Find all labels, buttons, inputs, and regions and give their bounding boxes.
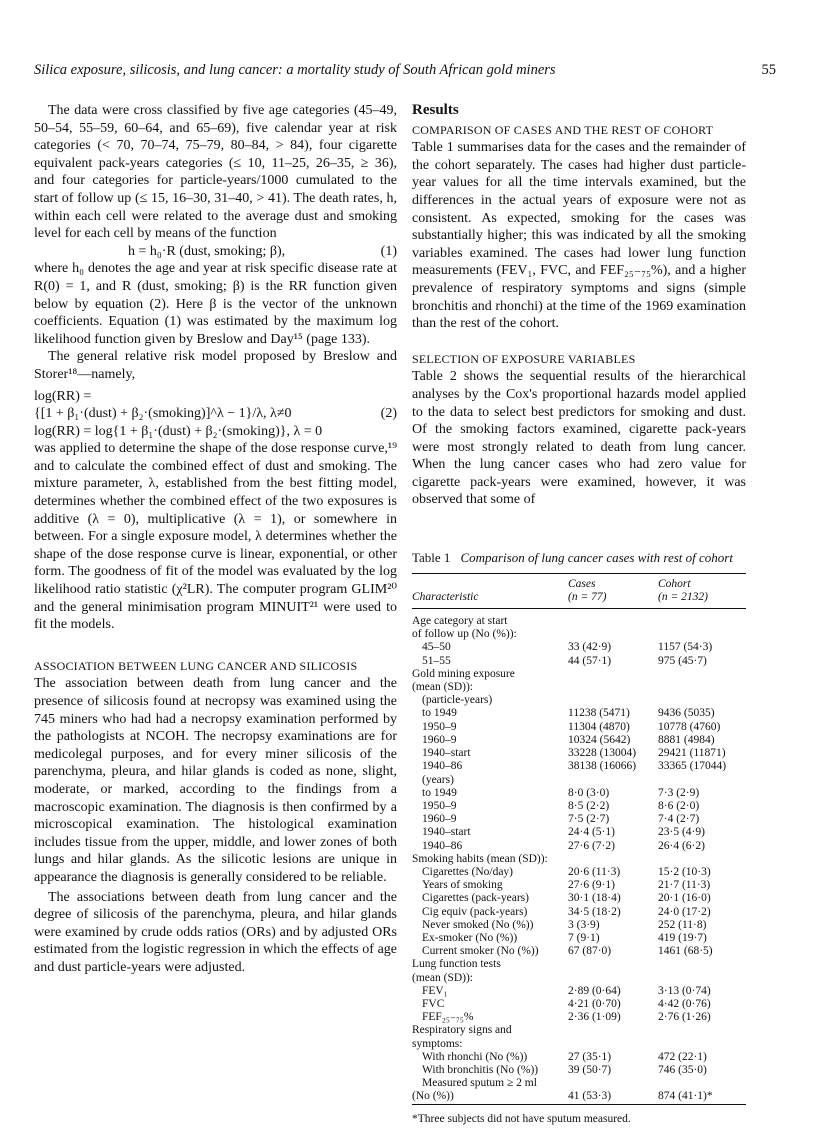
table-cell: (No (%)) (412, 1090, 454, 1103)
table-cell (568, 774, 658, 787)
table-row (412, 747, 746, 760)
page-number: 55 (761, 62, 776, 78)
table-cell: Measured sputum ≥ 2 ml (422, 1077, 537, 1090)
table-cell: 41 (53·3) (568, 1090, 612, 1103)
table-row (412, 932, 746, 945)
table-cell (658, 853, 746, 866)
table-cell: of follow up (No (%)): (412, 628, 517, 641)
table-cell: 24·4 (5·1) (568, 826, 615, 839)
table-cell: 472 (22·1) (658, 1050, 707, 1063)
table-cell: 8881 (4984) (658, 733, 715, 746)
table-cell: 27·6 (7·2) (568, 839, 615, 852)
table-row (412, 641, 746, 654)
table-cell: 9436 (5035) (658, 707, 715, 720)
table-cell: 874 (41·1)* (658, 1090, 713, 1103)
table-cell (568, 958, 658, 971)
equation-text: log(RR) = log{1 + β₁·(dust) + β₂·(smoking)}, λ = 0 (34, 423, 323, 439)
table-cell (568, 853, 658, 866)
table-cell: FVC (422, 997, 445, 1010)
left-column (34, 102, 397, 977)
equation-number: (1) (380, 243, 397, 259)
table-cell: 11238 (5471) (568, 707, 630, 720)
table-cell (658, 681, 746, 694)
table-cell: (mean (SD)): (412, 681, 473, 694)
table-cell (658, 628, 746, 641)
table-cell: 1940–start (422, 747, 471, 760)
paragraph: The data were cross classified by five age categories (45–49, 50–54, 55–59, 60–64, and 65–69), five calendar year at risk categories (< 70, 70–74, 75–79, 80–84, > 84), four cigarette equivalent pack-years categories (≤ 10, 11–25, 26–35, ≥ 36), and four categories for particle-years/1000 cumulated to the start of follow up (≤ 15, 16–30, 31–40, > 41). The death rates, h, within each cell were related to the average dust and smoking level for each cell by means of the function (34, 103, 397, 242)
right-column (412, 102, 746, 1128)
column-header: Characteristic (412, 590, 479, 603)
table-cell: Ex-smoker (No (%)) (422, 931, 518, 944)
table-row (412, 972, 746, 985)
table-cell: 23·5 (4·9) (658, 826, 705, 839)
table-cell: 11304 (4870) (568, 720, 630, 733)
table-cell: 10324 (5642) (568, 733, 631, 746)
table-row (412, 774, 746, 787)
table-cell: 975 (45·7) (658, 654, 707, 667)
table-cell: 7·4 (2·7) (658, 813, 700, 826)
table-row (412, 998, 746, 1011)
table-cell: 10778 (4760) (658, 720, 721, 733)
table-cell: 27 (35·1) (568, 1050, 612, 1063)
table-cell: 30·1 (18·4) (568, 892, 621, 905)
table-cell: symptoms: (412, 1037, 463, 1050)
table-cell: 1950–9 (422, 720, 457, 733)
table-cell: 33228 (13004) (568, 747, 637, 760)
table-caption (412, 549, 746, 567)
table-row (412, 1064, 746, 1077)
table-cell: 1157 (54·3) (658, 641, 713, 654)
table-cell: 3 (3·9) (568, 918, 600, 931)
table-cell: Cigarettes (pack-years) (422, 892, 529, 905)
table-cell (568, 1024, 658, 1037)
table-cell: FEF₂₅₋₇₅% (422, 1011, 474, 1024)
table-cell: With rhonchi (No (%)) (422, 1050, 528, 1063)
table-row (412, 1024, 746, 1037)
table-row (412, 879, 746, 892)
table-row (412, 985, 746, 998)
table-cell: 67 (87·0) (568, 945, 612, 958)
table-row (412, 800, 746, 813)
table-footnote: *Three subjects did not have sputum measured. (412, 1112, 631, 1125)
table-row (412, 813, 746, 826)
table-row (412, 721, 746, 734)
table-cell (658, 668, 746, 681)
table-cell: 4·42 (0·76) (658, 997, 711, 1010)
table-cell: 2·36 (1·09) (568, 1011, 621, 1024)
table-cell: Respiratory signs and (412, 1024, 512, 1037)
table-cell: Age category at start (412, 615, 508, 628)
table-title: Comparison of lung cancer cases with rest of cohort (460, 550, 733, 566)
table-row (412, 1038, 746, 1051)
table-row (412, 694, 746, 707)
paragraph: The general relative risk model proposed by Breslow and Storer¹⁸—namely, (34, 349, 397, 382)
table-row (412, 866, 746, 879)
table-row (412, 1077, 746, 1090)
table-cell: 38138 (16066) (568, 760, 637, 773)
table-cell: 1960–9 (422, 733, 457, 746)
table-cell (658, 609, 746, 629)
table-row (412, 919, 746, 932)
table-cell: FEV₁ (422, 984, 448, 997)
table-row (412, 668, 746, 681)
table-cell: 7 (9·1) (568, 931, 600, 944)
table-cell: (particle-years) (422, 694, 493, 707)
table-cell (568, 628, 658, 641)
table-cell: 8·6 (2·0) (658, 799, 700, 812)
paragraph: Table 1 summarises data for the cases and the remainder of the cohort separately. The cases had higher dust particle-year values for all the time intervals examined, but the differences in the actual years of exposure were not as consistent. As expected, smoking for the cases was substantially higher; this was indicated by all the smoking variables examined. The cases had lower lung function measurements (FEV₁, FVC, and FEF₂₅₋₇₅%), and a higher prevalence of respiratory symptoms and signs (simple bronchitis and rhonchi) at the time of the 1969 examination than the rest of the cohort. (412, 140, 746, 332)
table-cell: Cigarettes (No/day) (422, 865, 514, 878)
table-1 (412, 573, 746, 1105)
equation-text: {[1 + β₁·(dust) + β₂·(smoking)]^λ − 1}/λ, λ≠0 (34, 406, 292, 422)
table-row (412, 609, 746, 629)
table-cell: 24·0 (17·2) (658, 905, 711, 918)
running-title: Silica exposure, silicosis, and lung cancer: a mortality study of South African gold miners (34, 62, 556, 78)
table-row (412, 707, 746, 720)
table-cell: 39 (50·7) (568, 1063, 612, 1076)
table-row (412, 681, 746, 694)
section-heading: SELECTION OF EXPOSURE VARIABLES (412, 351, 636, 366)
table-cell (658, 1077, 746, 1090)
table-cell (658, 1024, 746, 1037)
table-cell: 4·21 (0·70) (568, 997, 621, 1010)
table-cell (568, 694, 658, 707)
table-cell (658, 972, 746, 985)
table-cell: Years of smoking (422, 879, 503, 892)
section-heading: COMPARISON OF CASES AND THE REST OF COHORT (412, 122, 714, 137)
table-cell: 7·3 (2·9) (658, 786, 700, 799)
table-cell: 51–55 (422, 654, 451, 667)
table-cell: 21·7 (11·3) (658, 879, 711, 892)
table-cell: 1940–86 (422, 760, 463, 773)
table-cell (658, 774, 746, 787)
table-cell: 44 (57·1) (568, 654, 612, 667)
table-row (412, 1051, 746, 1064)
table-row (412, 1011, 746, 1024)
table-cell: to 1949 (422, 707, 457, 720)
table-row (412, 906, 746, 919)
table-cell (568, 1077, 658, 1090)
table-cell (658, 958, 746, 971)
table-row (412, 840, 746, 853)
paragraph: where h₀ denotes the age and year at risk specific disease rate at R(0) = 1, and R (dust, smoking; β) is the RR function given below by equation (2). Here β is the vector of the unknown coefficients. Equation (1) was estimated by the maximum log likelihood function given by Breslow and Day¹⁵ (page 133). (34, 261, 397, 347)
table-row (412, 1090, 746, 1104)
table-cell: 419 (19·7) (658, 931, 707, 944)
table-cell (658, 694, 746, 707)
table-cell: Gold mining exposure (412, 667, 515, 680)
paragraph: was applied to determine the shape of the dose response curve,¹⁹ and to calculate the combined effect of dust and smoking. The mixture parameter, λ, established from the best fitting model, determines whether the combined effect of the two exposures is additive (λ = 0), multiplicative (λ = 1), or somewhere in between. For a single exposure model, λ determines whether the shape of the dose response curve is linear, exponential, or other form. The goodness of fit of the model was evaluated by the log likelihood ratio statistic (χ²LR). The computer program GLIM²⁰ and the general minimisation program MINUIT²¹ were used to fit the models. (34, 441, 397, 633)
table-cell: (years) (422, 773, 454, 786)
results-heading: Results (412, 102, 459, 118)
table-label: Table 1 (412, 550, 451, 566)
table-row (412, 787, 746, 800)
table-cell: 29421 (11871) (658, 747, 726, 760)
table-row (412, 628, 746, 641)
table-cell: With bronchitis (No (%)) (422, 1063, 539, 1076)
table-row (412, 958, 746, 971)
table-cell: 1950–9 (422, 799, 457, 812)
table-cell: Lung function tests (412, 958, 501, 971)
table-cell: 45–50 (422, 641, 451, 654)
table-row (412, 945, 746, 958)
running-header (34, 62, 776, 82)
table-cell: 3·13 (0·74) (658, 984, 711, 997)
column-header: Cases (n = 77) (568, 577, 607, 603)
table-cell: 20·6 (11·3) (568, 865, 621, 878)
table-cell: 8·0 (3·0) (568, 786, 610, 799)
paragraph: The association between death from lung cancer and the presence of silicosis found at necropsy was examined using the 745 miners who had had a necropsy examination performed by the pathologists at NCOH. The necropsy examinations are for medicolegal purposes, and for every miner silicosis of the parenchyma, pleura, and hilar glands is coded as none, slight, moderate, or marked, according to the findings from a macroscopic examination. The diagnosis is then confirmed by a microscopical examination. The histological examination includes tissue from the upper, middle, and lower zones of both lungs and hilar glands. As the silicotic lesions are unique in appearance the diagnosis is generally considered to be reliable. (34, 676, 397, 885)
table-cell: 7·5 (2·7) (568, 813, 610, 826)
table-cell: 2·89 (0·64) (568, 984, 621, 997)
table-cell: 26·4 (6·2) (658, 839, 705, 852)
table-cell: Cig equiv (pack-years) (422, 905, 528, 918)
table-cell: 27·6 (9·1) (568, 879, 615, 892)
table-cell: 1960–9 (422, 813, 457, 826)
table-cell (568, 1038, 658, 1051)
table-cell (658, 1038, 746, 1051)
table-cell (568, 609, 658, 629)
table-cell: Smoking habits (mean (SD)): (412, 852, 548, 865)
equation-text: log(RR) = (34, 388, 92, 404)
table-cell (568, 681, 658, 694)
table-cell: 33365 (17044) (658, 760, 727, 773)
table-row (412, 853, 746, 866)
section-heading: ASSOCIATION BETWEEN LUNG CANCER AND SILICOSIS (34, 658, 358, 673)
table-cell: 1940–86 (422, 839, 463, 852)
table-cell: 1461 (68·5) (658, 945, 713, 958)
table-cell (568, 972, 658, 985)
paragraph: Table 2 shows the sequential results of the hierarchical analyses by the Cox's proportional hazards model applied to the data to select best predictors for smoking and dust. Of the smoking factors examined, cigarette pack-years were most strongly related to death from lung cancer. When the lung cancer cases who had zero value for cigarette pack-years were examined, however, it was observed that some of (412, 369, 746, 508)
table-row (412, 892, 746, 905)
table-cell: 34·5 (18·2) (568, 905, 621, 918)
table-row (412, 760, 746, 773)
table-cell: Never smoked (No (%)) (422, 918, 534, 931)
table-row (412, 655, 746, 668)
table-cell: 746 (35·0) (658, 1063, 707, 1076)
table-cell: Current smoker (No (%)) (422, 945, 539, 958)
equation-2 (34, 388, 397, 441)
table-cell: 33 (42·9) (568, 641, 612, 654)
table-cell: (mean (SD)): (412, 971, 473, 984)
table-cell: to 1949 (422, 786, 457, 799)
table-cell: 8·5 (2·2) (568, 799, 610, 812)
table-cell: 2·76 (1·26) (658, 1011, 711, 1024)
equation-text: h = h₀·R (dust, smoking; β), (128, 243, 286, 259)
table-cell: 15·2 (10·3) (658, 865, 711, 878)
table-row (412, 734, 746, 747)
equation-1 (34, 243, 397, 261)
table-cell: 1940–start (422, 826, 471, 839)
table-row (412, 826, 746, 839)
paragraph: The associations between death from lung cancer and the degree of silicosis of the parenchyma, pleura, and hilar glands were examined by crude odds ratios (ORs) and by adjusted ORs estimated from the logistic regression in which the effects of age and dust particle-years were adjusted. (34, 889, 397, 975)
table-cell: 20·1 (16·0) (658, 892, 711, 905)
table-cell (568, 668, 658, 681)
column-header: Cohort (n = 2132) (658, 577, 708, 603)
equation-number: (2) (380, 406, 397, 422)
table-cell: 252 (11·8) (658, 918, 707, 931)
